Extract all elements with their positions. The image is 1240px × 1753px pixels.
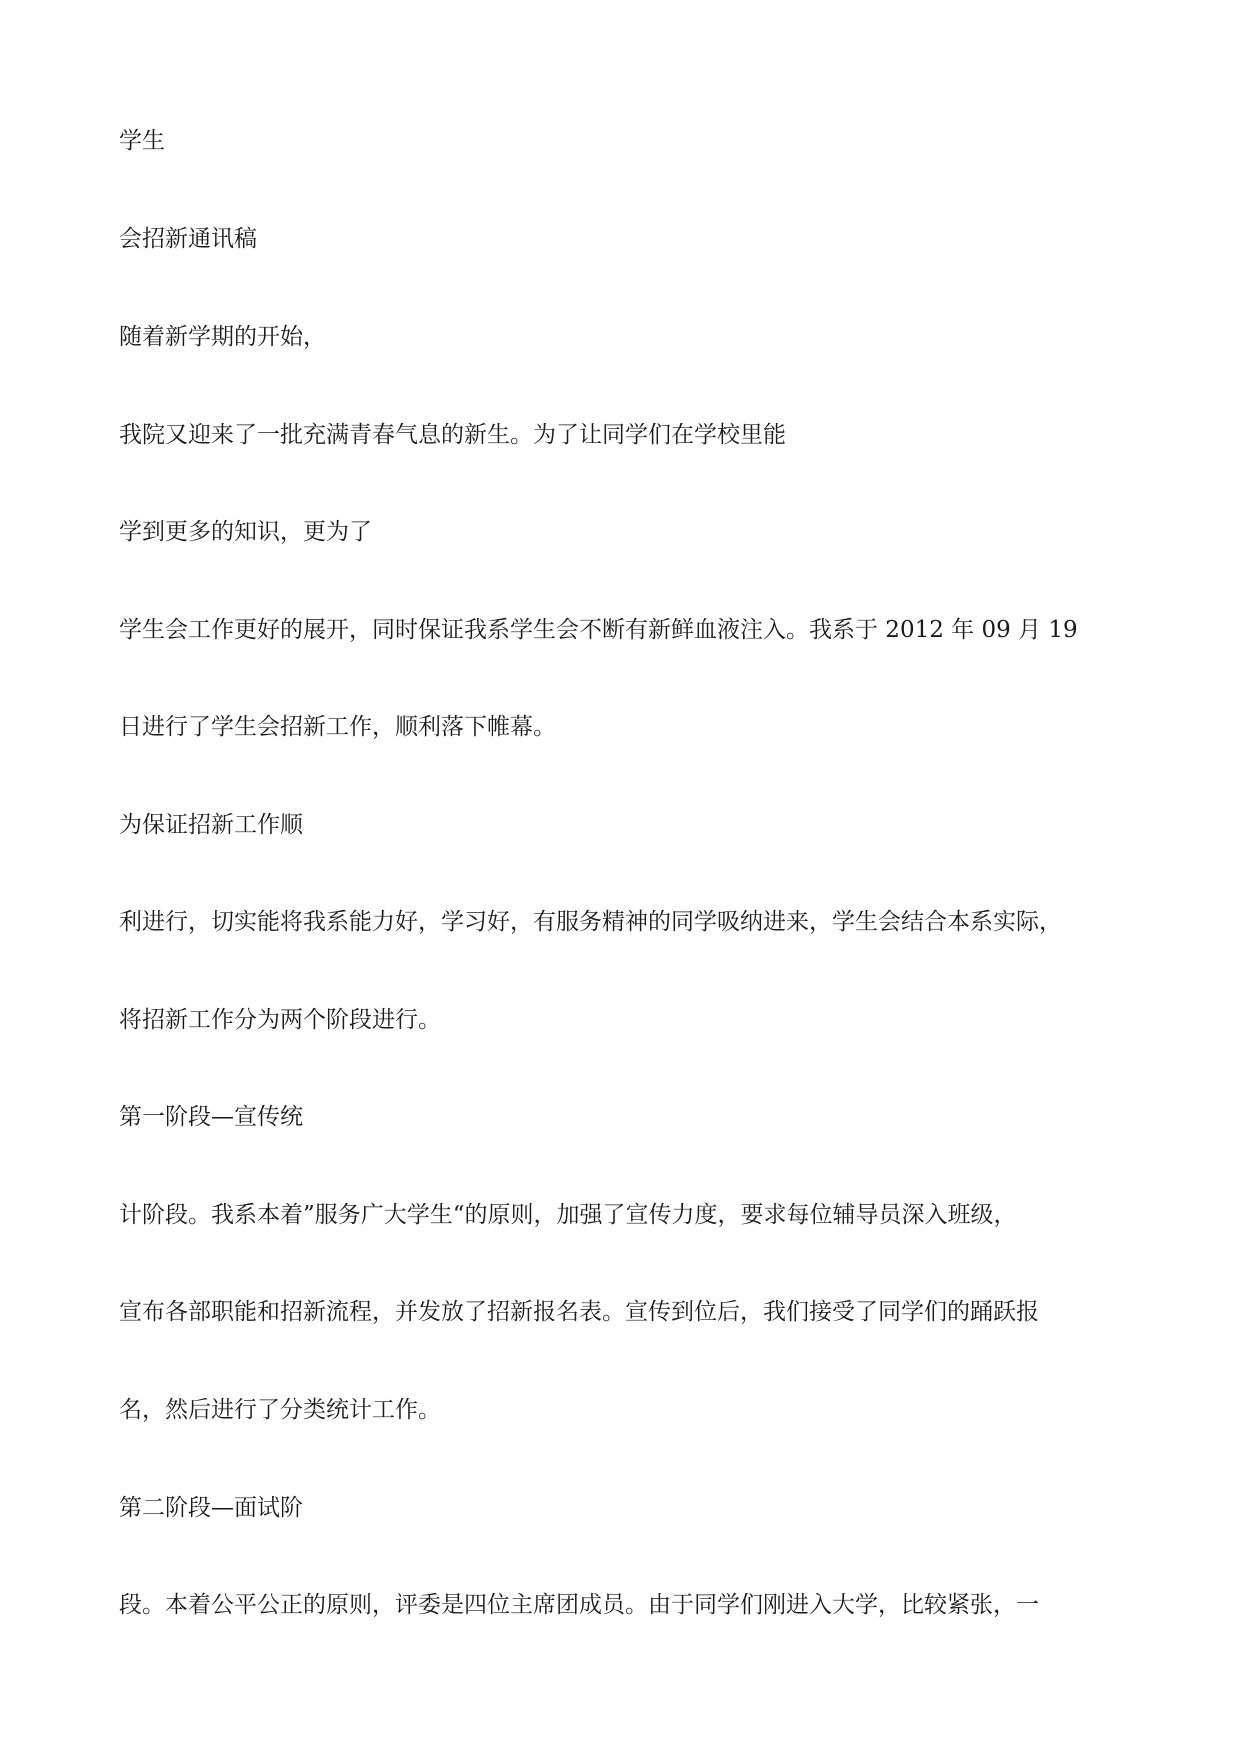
paragraph-line: 段。本着公平公正的原则，评委是四位主席团成员。由于同学们刚进入大学，比较紧张，一 [119, 1592, 1039, 1618]
paragraph-line: 宣布各部职能和招新流程，并发放了招新报名表。宣传到位后，我们接受了同学们的踊跃报 [119, 1299, 1039, 1325]
doc-title-line-1: 学生 [119, 128, 165, 154]
paragraph-line: 我院又迎来了一批充满青春气息的新生。为了让同学们在学校里能 [119, 422, 786, 448]
paragraph-line: 名，然后进行了分类统计工作。 [119, 1397, 441, 1423]
paragraph-line: 学生会工作更好的展开，同时保证我系学生会不断有新鲜血液注入。我系于 2012 年 09 月 19 [119, 617, 1078, 643]
paragraph-line: 日进行了学生会招新工作，顺利落下帷幕。 [119, 714, 556, 740]
doc-title-line-2: 会招新通讯稿 [119, 226, 257, 252]
paragraph-line: 随着新学期的开始， [119, 324, 326, 350]
section-heading-line: 第一阶段—宣传统 [119, 1104, 303, 1130]
paragraph-line: 学到更多的知识，更为了 [119, 519, 372, 545]
paragraph-line: 利进行，切实能将我系能力好，学习好，有服务精神的同学吸纳进来，学生会结合本系实际， [119, 909, 1062, 935]
section-heading-line: 第二阶段—面试阶 [119, 1495, 303, 1521]
paragraph-line: 计阶段。我系本着”服务广大学生“的原则，加强了宣传力度，要求每位辅导员深入班级， [119, 1202, 1017, 1228]
paragraph-line: 将招新工作分为两个阶段进行。 [119, 1007, 441, 1033]
paragraph-line: 为保证招新工作顺 [119, 812, 303, 838]
